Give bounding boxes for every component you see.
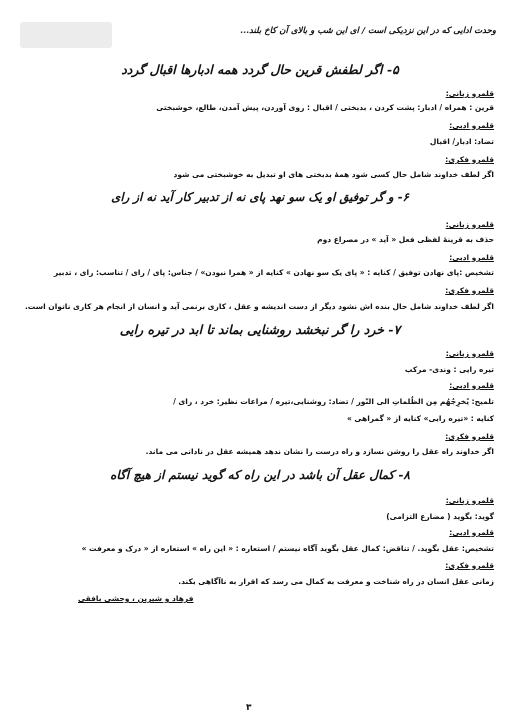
verse-5: ۵- اگر لطفش قرین حال گردد همه ادبارها اقبال گردد: [121, 62, 399, 77]
adabi-text-7a: تلمیح: یُخرِجُهُم مِن الظُلماتِ الی النّور / تضاد: روشنایی،تیره / مراعات نظیر: خرد ، رای /: [173, 397, 494, 406]
verse-6: ۶- و گر توفیق او یک سو نهد پای نه از تدبیر کار آید نه از رای: [111, 190, 409, 204]
fekri-text-5: اگر لطف خداوند شامل حال کسی شود همهٔ بدبختی های او تبدیل به خوشبختی می شود: [173, 170, 494, 179]
adabi-heading-5: قلمرو ادبی:: [449, 121, 494, 130]
stamp-placeholder: [20, 22, 112, 48]
fekri-heading-5: قلمرو فکری:: [445, 155, 494, 164]
zabani-heading-6: قلمرو زبانی:: [445, 220, 494, 229]
verse-8: ۸- کمال عقل آن باشد در این راه که گوید نیستم از هیچ آگاه: [110, 468, 410, 482]
zabani-text-8: گوید: بگوید ( مضارع التزامی): [386, 512, 494, 521]
page-number: ۳: [246, 703, 252, 713]
adabi-heading-6: قلمرو ادبی:: [449, 253, 494, 262]
adabi-text-8: تشخیص: عقل بگوید. / تناقض: کمال عقل بگوید آگاه نیستم / استعاره : « این راه » استعاره از « درک و معرفت »: [81, 544, 494, 553]
zabani-heading-8: قلمرو زبانی:: [445, 496, 494, 505]
zabani-text-7: تیره رایی : وندی- مرکب: [404, 365, 494, 374]
fekri-text-8: زمانی عقل انسان در راه شناخت و معرفت به کمال می رسد که اقرار به ناآگاهی بکند.: [178, 577, 494, 586]
adabi-text-7b: کنایه : «تیره رایی» کنایه از « گمراهی »: [346, 414, 494, 423]
fekri-text-7: اگر خداوند راه عقل را روشن نسازد و راه درست را نشان ندهد همیشه عقل در نادانی می ماند.: [145, 447, 494, 456]
adabi-heading-8: قلمرو ادبی:: [449, 528, 494, 537]
fekri-heading-8: قلمرو فکری:: [445, 561, 494, 570]
zabani-text-6: حذف به قرینهٔ لفظی فعل « آید » در مصراع دوم: [317, 235, 494, 244]
zabani-text-5: قرین : همراه / ادبار: پشت کردن ، بدبختی / اقبال : روی آوردن، پیش آمدن، طالع، خوشبختی: [156, 103, 494, 112]
zabani-heading-7: قلمرو زبانی:: [445, 349, 494, 358]
zabani-heading-5: قلمرو زبانی:: [445, 89, 494, 98]
adabi-text-5: تضاد: ادبار/ اقبال: [429, 137, 494, 146]
intro-line: وحدت ادایی که در این نزدیکی است / ای این شب و بالای آن کاخ بلند...: [240, 26, 496, 36]
adabi-heading-7: قلمرو ادبی:: [449, 381, 494, 390]
adabi-text-6: تشخیص :پای نهادن توفیق / کنایه : « پای یک سو نهادن » کنایه از « همرا نبودن» / جناس: پای / رای / تناسب: رای ، تدبیر: [53, 268, 494, 277]
fekri-heading-7: قلمرو فکری:: [445, 432, 494, 441]
fekri-text-6: اگر لطف خداوند شامل حال بنده اش نشود دیگر از دست اندیشه و عقل ، کاری برنمی آید و انسان از انجام هر کاری ناتوان است.: [24, 302, 494, 311]
fekri-heading-6: قلمرو فکری:: [445, 286, 494, 295]
source-citation: فرهاد و شیرین ، وحشی بافقی: [78, 594, 194, 603]
verse-7: ۷- خرد را گر نبخشد روشنایی بماند تا ابد در تیره رایی: [119, 322, 401, 337]
